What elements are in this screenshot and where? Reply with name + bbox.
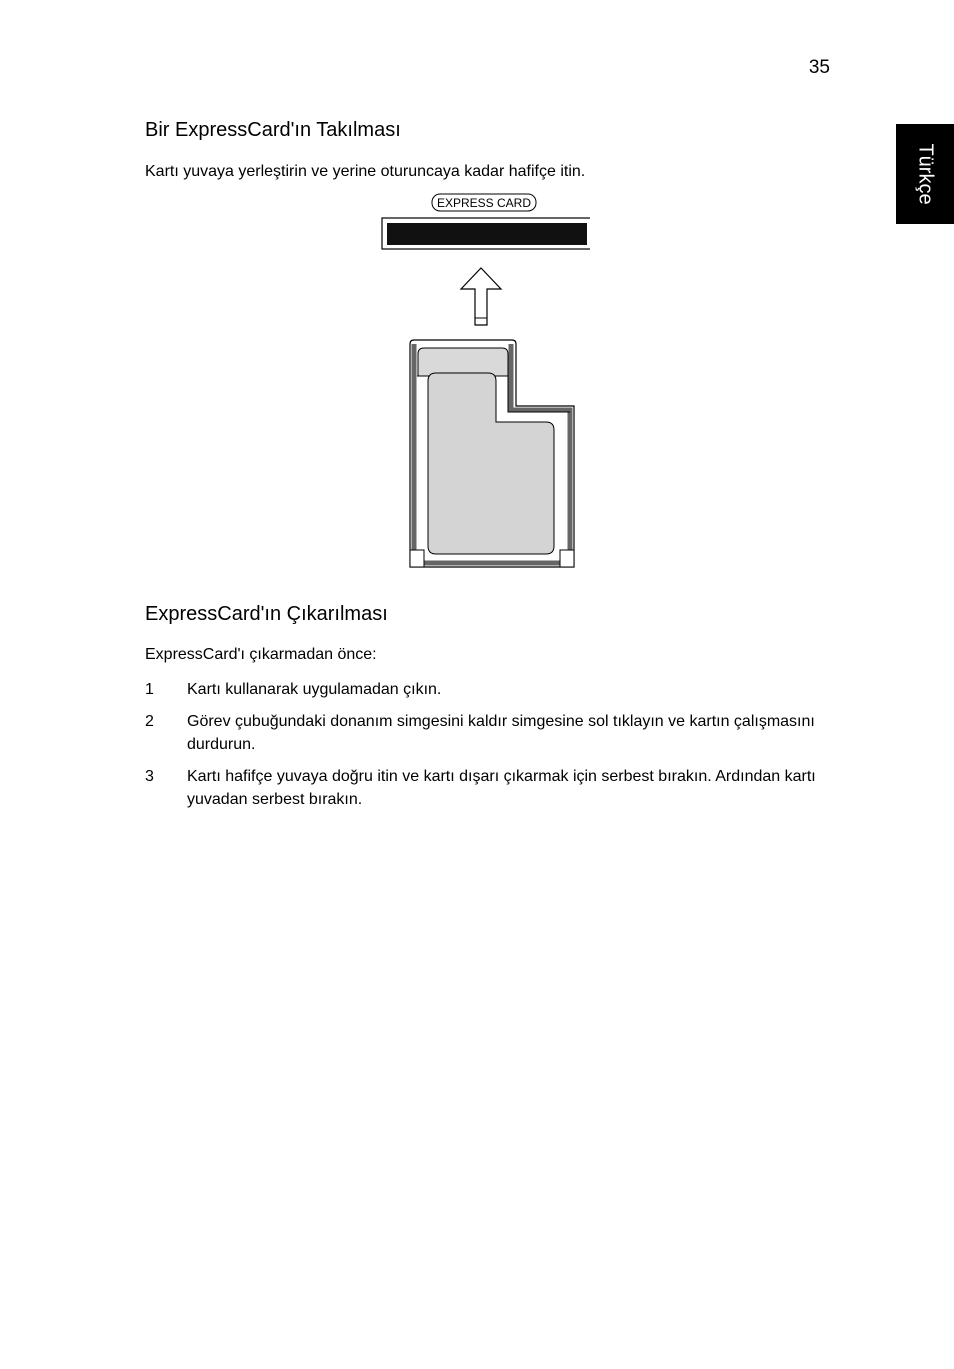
language-tab-label: Türkçe: [914, 143, 937, 205]
insert-instruction: Kartı yuvaya yerleştirin ve yerine oturuncaya kadar hafifçe itin.: [145, 163, 586, 180]
remove-intro: ExpressCard'ı çıkarmadan önce:: [145, 646, 377, 663]
list-item: [145, 765, 835, 811]
step-text: Görev çubuğundaki donanım simgesini kaldır simgesine sol tıklayın ve kartın çalışmasını durdurun.: [187, 713, 815, 753]
list-item: [145, 678, 835, 701]
step-number: 2: [145, 713, 154, 730]
expresscard-icon: [410, 340, 574, 567]
step-number: 3: [145, 768, 154, 785]
step-text: Kartı kullanarak uygulamadan çıkın.: [187, 681, 442, 698]
language-tab: [896, 124, 954, 224]
removal-steps-list: [145, 678, 835, 820]
insert-arrow-icon: [461, 268, 501, 325]
slot-label: EXPRESS CARD: [436, 196, 532, 210]
remove-section-title: ExpressCard'ın Çıkarılması: [145, 603, 388, 625]
slot-label-badge: [432, 194, 536, 211]
page-number: 35: [808, 57, 830, 78]
step-text: Kartı hafifçe yuvaya doğru itin ve kartı dışarı çıkarmak için serbest bırakın. Ardından kartı yuvadan serbest bırakın.: [187, 768, 816, 808]
insert-section-title: Bir ExpressCard'ın Takılması: [145, 119, 401, 141]
list-item: [145, 710, 835, 756]
expresscard-figure: [370, 190, 590, 575]
step-number: 1: [145, 681, 154, 698]
card-slot: [382, 218, 590, 249]
